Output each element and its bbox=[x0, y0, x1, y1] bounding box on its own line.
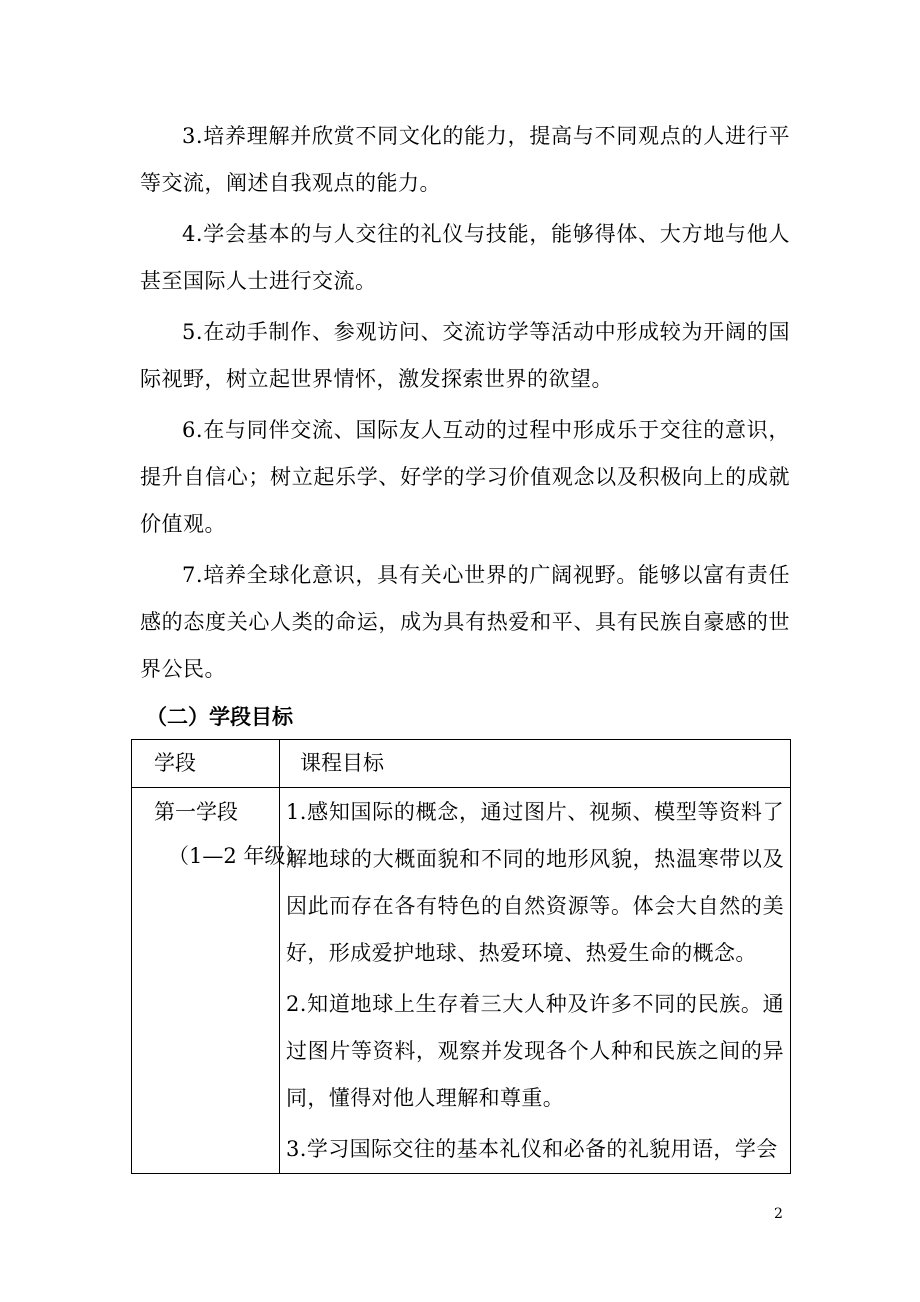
stage-name: 第一学段 bbox=[154, 800, 238, 824]
table-header-stage-label: 学段 bbox=[154, 751, 196, 775]
stage-goals-table bbox=[131, 739, 791, 1174]
table-header-goal bbox=[280, 740, 791, 788]
table-header-stage bbox=[132, 740, 280, 788]
table-header-goal-label: 课程目标 bbox=[300, 751, 384, 775]
goal-item-1: 1.感知国际的概念，通过图片、视频、模型等资料了解地球的大概面貌和不同的地形风貌，热温寒带以及因此而存在各有特色的自然资源等。体会大自然的美好，形成爱护地球、热爱环境、热爱生命的概念。 bbox=[286, 800, 784, 965]
objective-paragraph-6: 6.在与同伴交流、国际友人互动的过程中形成乐于交往的意识，提升自信心；树立起乐学、好学的学习价值观念以及积极向上的成就价值观。 bbox=[140, 418, 790, 536]
table-header-row bbox=[132, 740, 791, 788]
objective-paragraph-7: 7.培养全球化意识，具有关心世界的广阔视野。能够以富有责任感的态度关心人类的命运，成为具有热爱和平、具有民族自豪感的世界公民。 bbox=[140, 563, 790, 681]
stage-cell bbox=[132, 788, 307, 1174]
objective-paragraph-3: 3.培养理解并欣赏不同文化的能力，提高与不同观点的人进行平等交流，阐述自我观点的能力。 bbox=[140, 124, 790, 195]
objective-paragraph-4: 4.学会基本的与人交往的礼仪与技能，能够得体、大方地与他人甚至国际人士进行交流。 bbox=[140, 222, 790, 293]
goal-item-3: 3.学习国际交往的基本礼仪和必备的礼貌用语，学会 bbox=[286, 1137, 778, 1161]
page-number: 2 bbox=[774, 1206, 783, 1222]
stage-grade: （1—2 年级） bbox=[168, 844, 307, 868]
section-heading: （二）学段目标 bbox=[146, 705, 293, 729]
goal-item-2: 2.知道地球上生存着三大人种及许多不同的民族。通过图片等资料，观察并发现各个人种和民族之间的异同，懂得对他人理解和尊重。 bbox=[286, 992, 784, 1110]
table-row bbox=[132, 788, 791, 1174]
goal-cell bbox=[280, 788, 791, 1174]
objective-paragraph-5: 5.在动手制作、参观访问、交流访学等活动中形成较为开阔的国际视野，树立起世界情怀，激发探索世界的欲望。 bbox=[140, 320, 790, 391]
